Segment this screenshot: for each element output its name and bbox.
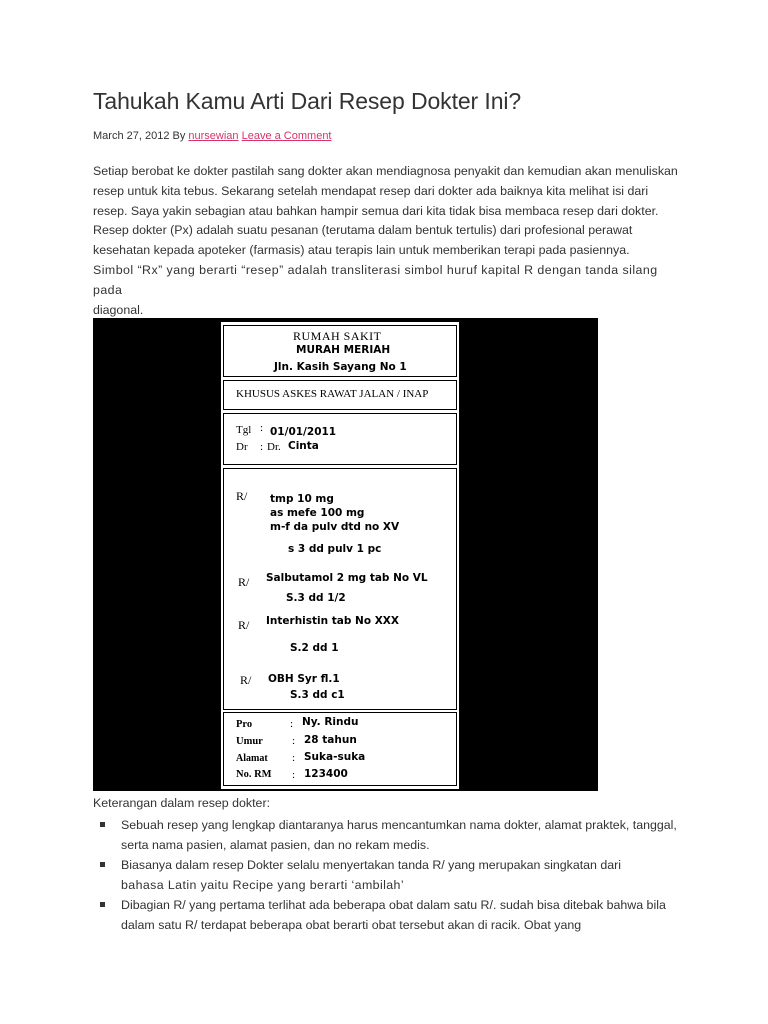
article-body (93, 162, 683, 320)
paragraph-definition: Resep dokter (Px) adalah suatu pesanan (terutama dalam bentuk tertulis) dari profesional perawat kesehatan kepada apoteker (farmasis) atau terapis lain untuk memberikan terapi pada pasiennya. (93, 223, 633, 258)
rx2-sig: S.3 dd 1/2 (286, 592, 346, 604)
list-item (93, 855, 683, 895)
list-item-text: Sebuah resep yang lengkap diantaranya harus mencantumkan nama dokter, alamat praktek, tanggal, serta nama pasien, alamat pasien, dan no rekam medis. (121, 818, 677, 852)
rx3-sig: S.2 dd 1 (290, 642, 339, 654)
rx2-drug: Salbutamol 2 mg tab No VL (266, 572, 428, 584)
paragraph-symbol: Simbol “Rx” yang berarti “resep” adalah transliterasi simbol huruf kapital R dengan tanda silang pada (93, 262, 658, 297)
list-item-text: Biasanya dalam resep Dokter selalu menyertakan tanda R/ yang merupakan singkatan dari (121, 858, 622, 872)
rx1-line3: m-f da pulv dtd no XV (270, 521, 400, 533)
rx4-sig: S.3 dd c1 (290, 689, 345, 701)
hospital-label: RUMAH SAKIT (293, 329, 382, 343)
rx1-line1: tmp 10 mg (270, 493, 334, 505)
rx3-drug: Interhistin tab No XXX (266, 615, 399, 627)
umur-label: Umur (236, 736, 263, 747)
alamat-label: Alamat (236, 753, 268, 764)
list-item (93, 815, 683, 855)
pro-value: Ny. Rindu (302, 716, 359, 728)
paragraph-symbol-end: diagonal. (93, 302, 144, 317)
paragraph-intro: Setiap berobat ke dokter pastilah sang dokter akan mendiagnosa penyakit dan kemudian akan menuliskan resep untuk kita tebus. Sekarang setelah mendapat resep dari dokter ada baiknya kita melihat isi dari resep. Saya yakin sebagian atau bahkan hampir semua dari kita tidak bisa membaca resep dari dokter. (93, 164, 678, 218)
rx1-symbol: R/ (236, 489, 248, 503)
rx4-symbol: R/ (240, 673, 252, 687)
explanation-caption: Keterangan dalam resep dokter: (93, 796, 271, 810)
tgl-label: Tgl (236, 424, 252, 436)
dr-label: Dr (236, 441, 248, 453)
prescription-form (221, 322, 459, 789)
square-bullet-icon (100, 902, 105, 907)
prescription-medications (223, 468, 457, 710)
list-item-text-cont: bahasa Latin yaitu Recipe yang berarti ‘ambilah’ (121, 878, 405, 892)
post-date: March 27, 2012 (93, 130, 170, 142)
doctor-name: Cinta (288, 440, 319, 452)
alamat-value: Suka-suka (304, 751, 366, 763)
author-link[interactable]: nursewian (188, 130, 239, 142)
rx3-symbol: R/ (238, 618, 250, 632)
rx1-sig: s 3 dd pulv 1 pc (288, 543, 382, 555)
rx4-drug: OBH Syr fl.1 (268, 673, 340, 685)
square-bullet-icon (100, 822, 105, 827)
umur-value: 28 tahun (304, 734, 357, 746)
rm-value: 123400 (304, 768, 348, 780)
rm-label: No. RM (236, 769, 272, 780)
prescription-header (223, 325, 457, 377)
leave-comment-link[interactable]: Leave a Comment (241, 130, 332, 142)
section-label: KHUSUS ASKES RAWAT JALAN / INAP (236, 388, 429, 400)
dr-prefix: Dr. (267, 441, 281, 453)
prescription-image (93, 318, 598, 791)
prescription-section (223, 380, 457, 410)
hospital-name: MURAH MERIAH (296, 344, 391, 356)
rx1-line2: as mefe 100 mg (270, 507, 365, 519)
post-meta (93, 130, 332, 142)
pro-label: Pro (236, 719, 253, 730)
list-item (93, 895, 683, 935)
list-item-text: Dibagian R/ yang pertama terlihat ada beberapa obat dalam satu R/. sudah bisa ditebak bahwa bila dalam satu R/ terdapat beberapa obat berarti obat tersebut akan di racik. Obat yang (121, 898, 666, 932)
hospital-address: Jln. Kasih Sayang No 1 (274, 361, 407, 373)
by-label: By (172, 130, 186, 142)
square-bullet-icon (100, 862, 105, 867)
rx2-symbol: R/ (238, 575, 250, 589)
article-title: Tahukah Kamu Arti Dari Resep Dokter Ini? (93, 88, 522, 114)
prescription-patient: Pro : Ny. Rindu Umur : 28 tahun Alamat : Suka-suka No. RM : 123400 (223, 712, 457, 786)
prescription-date-doctor: Tgl : 01/01/2011 Dr : Dr. Cinta (223, 413, 457, 465)
tgl-value: 01/01/2011 (270, 426, 337, 438)
explanation-list (93, 815, 683, 935)
